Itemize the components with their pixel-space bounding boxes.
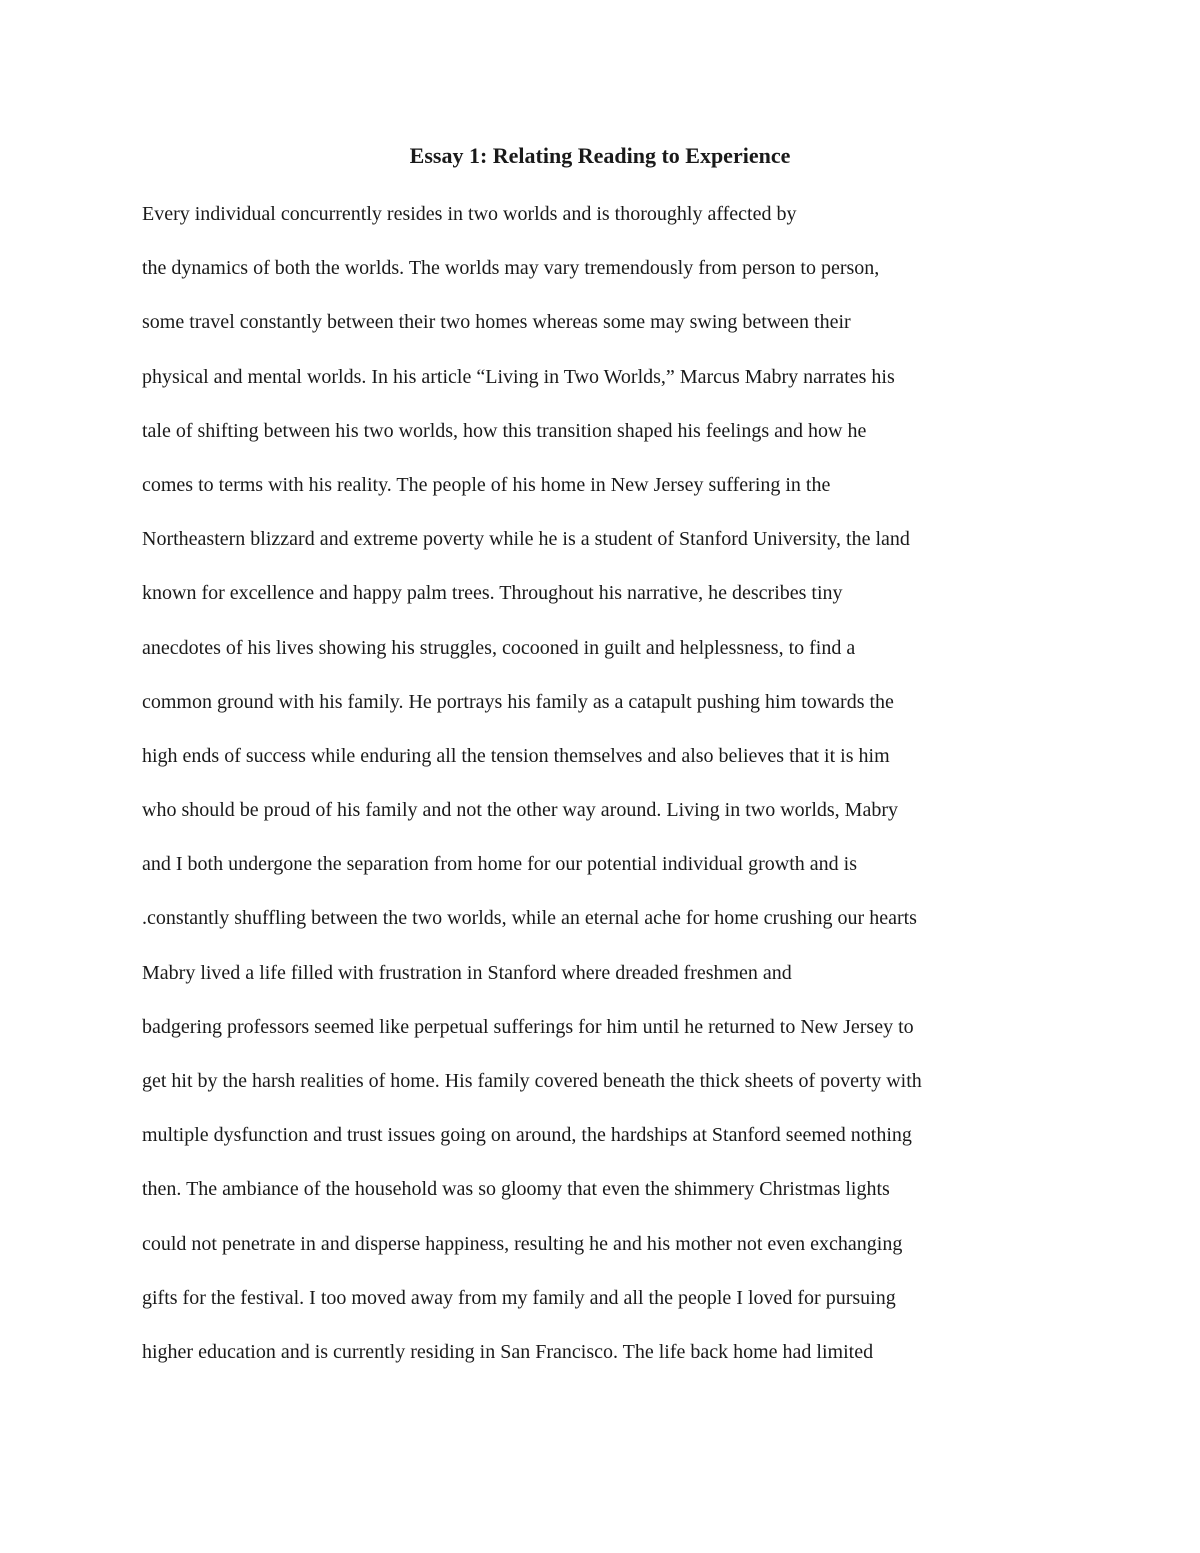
essay-title: Essay 1: Relating Reading to Experience xyxy=(409,143,791,168)
text-line: get hit by the harsh realities of home. His family covered beneath the thick sheets of poverty with xyxy=(142,1070,922,1092)
text-line: anecdotes of his lives showing his struggles, cocooned in guilt and helplessness, to find a xyxy=(142,636,856,659)
text-line: and I both undergone the separation from home for our potential individual growth and is xyxy=(142,853,858,876)
text-line: Northeastern blizzard and extreme poverty while he is a student of Stanford University, the land xyxy=(142,528,910,551)
text-line: .constantly shuffling between the two worlds, while an eternal ache for home crushing our hearts xyxy=(142,907,917,930)
text-line: multiple dysfunction and trust issues going on around, the hardships at Stanford seemed nothing xyxy=(142,1124,912,1147)
text-line: common ground with his family. He portrays his family as a catapult pushing him towards the xyxy=(142,690,894,713)
text-line: gifts for the festival. I too moved away from my family and all the people I loved for pursuing xyxy=(142,1286,896,1309)
text-line: physical and mental worlds. In his article “Living in Two Worlds,” Marcus Mabry narrates his xyxy=(142,365,895,388)
text-line: who should be proud of his family and not the other way around. Living in two worlds, Mabry xyxy=(142,799,898,822)
text-line: Every individual concurrently resides in two worlds and is thoroughly affected by xyxy=(142,203,797,225)
text-line: then. The ambiance of the household was so gloomy that even the shimmery Christmas lights xyxy=(142,1178,890,1201)
text-line: higher education and is currently residing in San Francisco. The life back home had limited xyxy=(142,1340,874,1363)
text-line: Mabry lived a life filled with frustration in Stanford where dreaded freshmen and xyxy=(142,961,792,984)
text-line: known for excellence and happy palm trees. Throughout his narrative, he describes tiny xyxy=(142,582,843,605)
text-line: could not penetrate in and disperse happiness, resulting he and his mother not even exchanging xyxy=(142,1232,903,1255)
text-line: tale of shifting between his two worlds, how this transition shaped his feelings and how he xyxy=(142,419,867,442)
text-line: some travel constantly between their two homes whereas some may swing between their xyxy=(142,311,851,334)
text-line: comes to terms with his reality. The people of his home in New Jersey suffering in the xyxy=(142,473,831,496)
text-line: the dynamics of both the worlds. The worlds may vary tremendously from person to person, xyxy=(142,257,880,280)
essay-body xyxy=(142,198,1102,1390)
text-line: badgering professors seemed like perpetual sufferings for him until he returned to New Jersey to xyxy=(142,1015,914,1038)
text-line: high ends of success while enduring all the tension themselves and also believes that it is him xyxy=(142,744,890,767)
